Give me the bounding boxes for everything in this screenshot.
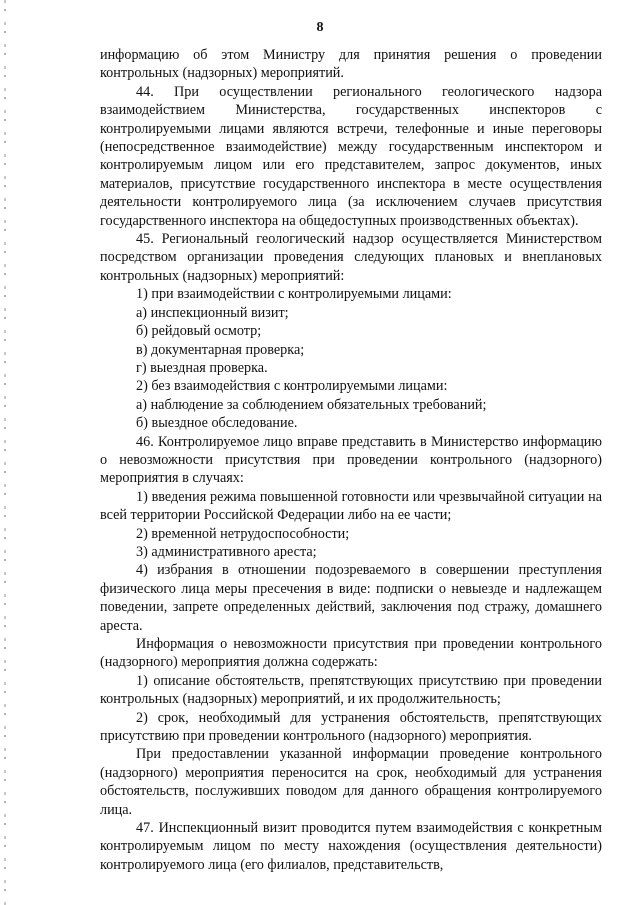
page-number: 8 <box>316 20 324 35</box>
list-item: а) наблюдение за соблюдением обязательных требований; <box>136 396 487 413</box>
list-item: 1) описание обстоятельств, препятствующих присутствию при проведении контрольных (надзорных) мероприятий, и их продолжительность; <box>100 672 602 708</box>
paragraph-45: 45. Региональный геологический надзор осуществляется Министерством посредством организации проведения следующих плановых и внеплановых контрольных (надзорных) мероприятий: <box>100 231 602 284</box>
paragraph-46: 46. Контролируемое лицо вправе представить в Министерство информацию о невозможности присутствия при проведении контрольного (надзорного) мероприятия в случаях: <box>100 433 602 487</box>
list-item: б) рейдовый осмотр; <box>136 323 262 340</box>
list-item: 2) временной нетрудоспособности; <box>136 525 350 542</box>
paragraph-continuation: информацию об этом Министру для принятия решения о проведении контрольных (надзорных) мероприятий. <box>100 47 602 82</box>
list-item: а) инспекционный визит; <box>136 304 289 321</box>
paragraph-47: 47. Инспекционный визит проводится путем взаимодействия с конкретным контролируемым лицом по месту нахождения (осуществления деятельности) контролируемого лица (его филиалов, представительств, <box>100 820 602 873</box>
list-item: б) выездное обследование. <box>136 415 298 432</box>
list-item: 2) без взаимодействия с контролируемыми лицами: <box>136 378 448 395</box>
paragraph-44: 44. При осуществлении регионального геологического надзора взаимодействием Министерства, государственных инспекторов с контролируемыми лицами являются встречи, телефонные и иные переговоры (непосредственное взаимодействие) между государственным инспектором и контролируемым лицом или его представителем, запрос документов, иных материалов, присутствие государственного инспектора в месте осуществления деятельности контролируемого лица (за исключением случаев присутствия государственного инспектора на общедоступных производственных объектах). <box>100 83 602 229</box>
list-item: 2) срок, необходимый для устранения обстоятельств, препятствующих присутствию при проведении контрольного (надзорного) мероприятия. <box>100 709 602 745</box>
list-item: 4) избрания в отношении подозреваемого в совершении преступления физического лица меры пресечения в виде: подписки о невыезде и надлежащем поведении, запрете определенных действий, заключения под стражу, домашнего ареста. <box>100 562 602 634</box>
list-item: 3) административного ареста; <box>136 543 317 560</box>
document-body <box>100 46 602 874</box>
list-item: в) документарная проверка; <box>136 341 305 358</box>
list-item: 1) при взаимодействии с контролируемыми лицами: <box>136 286 452 303</box>
list-item: 1) введения режима повышенной готовности или чрезвычайной ситуации на всей территории Российской Федерации либо на ее части; <box>100 488 602 524</box>
list-item: г) выездная проверка. <box>136 359 268 376</box>
scan-edge-artifact <box>4 0 6 905</box>
paragraph-postponement: При предоставлении указанной информации проведение контрольного (надзорного) мероприятия переносится на срок, необходимый для устранения обстоятельств, послуживших поводом для данного обращения контролируемого лица. <box>100 746 602 818</box>
paragraph-info-content: Информация о невозможности присутствия при проведении контрольного (надзорного) мероприятия должна содержать: <box>100 636 602 671</box>
